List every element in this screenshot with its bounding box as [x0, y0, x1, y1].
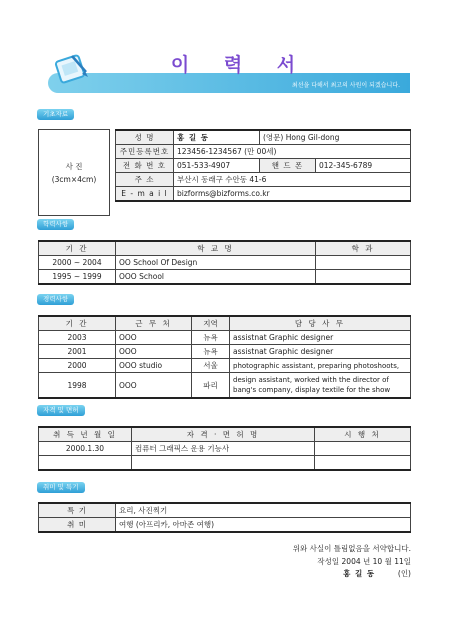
table-row	[39, 456, 411, 471]
email-value: bizforms@bizforms.co.kr	[174, 187, 411, 202]
page-subtitle: 최선을 다해서 최고의 사원이 되겠습니다.	[291, 82, 400, 89]
photo-label: 사 진	[65, 161, 83, 171]
license-issuer	[315, 456, 411, 471]
special-skill-value: 요리, 사진찍기	[116, 503, 411, 518]
education-table	[38, 240, 411, 285]
career-company: OOO	[116, 331, 192, 345]
license-header-date: 취 득 년 월 일	[39, 427, 132, 442]
table-row	[39, 373, 411, 399]
hobby-table	[38, 502, 411, 533]
education-school: OOO School	[116, 270, 316, 285]
career-header-duty: 담 당 사 무	[230, 316, 411, 331]
career-duty: assistnat Graphic designer	[230, 345, 411, 359]
career-company: OOO	[116, 373, 192, 399]
education-header-school: 학 교 명	[116, 241, 316, 256]
education-major	[316, 270, 411, 285]
address-label: 주 소	[116, 173, 174, 187]
career-region: 서울	[192, 359, 230, 373]
section-badge-license: 자격 및 면허	[37, 405, 85, 416]
career-header-period: 기 간	[39, 316, 116, 331]
table-row	[39, 345, 411, 359]
career-period: 1998	[39, 373, 116, 399]
education-school: OO School Of Design	[116, 256, 316, 270]
education-major	[316, 256, 411, 270]
signer-name: 홍 길 동	[343, 569, 376, 578]
table-row	[39, 359, 411, 373]
hobby-value: 여행 (아프리카, 아마존 여행)	[116, 518, 411, 533]
id-number-label: 주민등록번호	[116, 145, 174, 159]
section-badge-education: 학력사항	[37, 219, 74, 230]
education-period: 2000 ~ 2004	[39, 256, 116, 270]
photo-size-label: (3cm×4cm)	[51, 174, 97, 184]
license-name: 컴퓨터 그래픽스 운용 기능사	[132, 442, 315, 456]
license-name	[132, 456, 315, 471]
career-header-region: 지역	[192, 316, 230, 331]
written-date: 작성일 2004 년 10 월 11일	[317, 557, 411, 566]
license-table	[38, 426, 411, 471]
address-value: 부산시 동래구 수안동 41-6	[174, 173, 411, 187]
signature-line	[200, 568, 411, 579]
english-name-value: (영문) Hong Gil-dong	[260, 130, 411, 145]
mobile-label: 핸 드 폰	[260, 159, 316, 173]
page-title: 이 력 서	[170, 54, 310, 76]
special-skill-label: 특 기	[39, 503, 116, 518]
seal-mark: (인)	[397, 569, 411, 578]
basic-info-table	[115, 129, 411, 202]
oath-statement: 위와 사실이 틀림없음을 서약합니다.	[292, 544, 411, 553]
career-table	[38, 315, 411, 399]
education-header-major: 학 과	[316, 241, 411, 256]
phone-value: 051-533-4907	[174, 159, 260, 173]
hobby-label: 취 미	[39, 518, 116, 533]
career-company: OOO	[116, 345, 192, 359]
career-region: 파리	[192, 373, 230, 399]
education-header-period: 기 간	[39, 241, 116, 256]
license-header-name: 자 격 · 면 허 명	[132, 427, 315, 442]
id-number-value: 123456-1234567 (만 00세)	[174, 145, 411, 159]
name-value: 홍 길 동	[174, 130, 260, 145]
career-period: 2000	[39, 359, 116, 373]
career-region: 뉴욕	[192, 345, 230, 359]
career-duty: photographic assistant, preparing photoshoots,	[230, 359, 411, 373]
career-company: OOO studio	[116, 359, 192, 373]
career-period: 2001	[39, 345, 116, 359]
phone-label: 전 화 번 호	[116, 159, 174, 173]
license-issuer	[315, 442, 411, 456]
table-row	[39, 256, 411, 270]
section-badge-hobby: 취미 및 특기	[37, 482, 85, 493]
education-period: 1995 ~ 1999	[39, 270, 116, 285]
license-header-issuer: 시 행 처	[315, 427, 411, 442]
license-date	[39, 456, 132, 471]
license-date: 2000.1.30	[39, 442, 132, 456]
photo-placeholder	[38, 129, 110, 216]
career-region: 뉴욕	[192, 331, 230, 345]
table-row	[39, 331, 411, 345]
mobile-value: 012-345-6789	[316, 159, 411, 173]
section-badge-basic: 기초자료	[37, 109, 74, 120]
table-row	[39, 270, 411, 285]
career-duty: assistnat Graphic designer	[230, 331, 411, 345]
name-label: 성 명	[116, 130, 174, 145]
career-period: 2003	[39, 331, 116, 345]
table-row	[39, 442, 411, 456]
tablet-pen-icon	[52, 50, 90, 88]
email-label: E - m a i l	[116, 187, 174, 202]
section-badge-career: 경력사항	[37, 294, 74, 305]
career-duty: design assistant, worked with the director of bang's company, display textile for the show	[230, 373, 411, 399]
career-header-company: 근 무 처	[116, 316, 192, 331]
